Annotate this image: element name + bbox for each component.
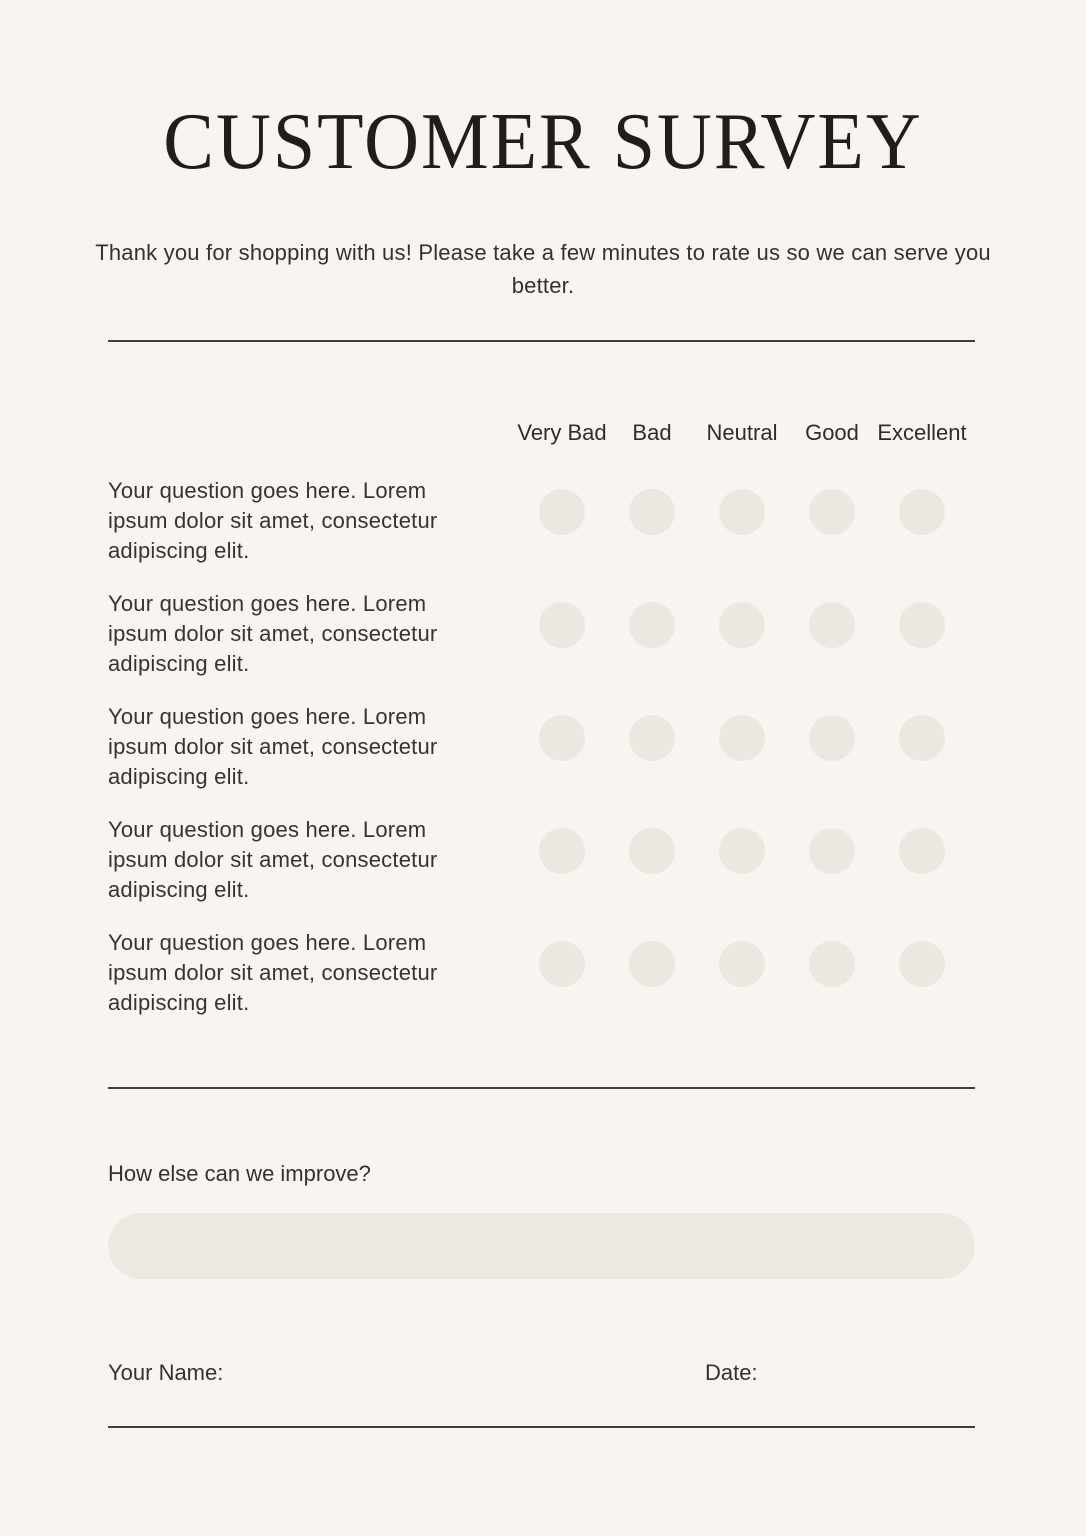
rating-option-cell [517, 702, 607, 792]
rating-option-cell [607, 928, 697, 1018]
scale-spacer [108, 418, 517, 448]
rating-row [108, 589, 975, 679]
rating-dot[interactable] [539, 602, 585, 648]
question-text: Your question goes here. Lorem ipsum dolor sit amet, consectetur adipiscing elit. [108, 930, 438, 1015]
question-text: Your question goes here. Lorem ipsum dolor sit amet, consectetur adipiscing elit. [108, 478, 438, 563]
date-label: Date: [705, 1360, 758, 1385]
rating-option-cell [787, 589, 877, 679]
rating-option-cell [697, 702, 787, 792]
page-subtitle: Thank you for shopping with us! Please take a few minutes to rate us so we can serve you better. [95, 240, 991, 298]
rating-dot[interactable] [539, 941, 585, 987]
rating-option-cell [787, 928, 877, 1018]
rating-rows [108, 476, 975, 1041]
rating-dot[interactable] [899, 489, 945, 535]
rating-option-cell [697, 815, 787, 905]
rating-dot[interactable] [809, 941, 855, 987]
rating-dot[interactable] [719, 941, 765, 987]
rating-dot[interactable] [899, 828, 945, 874]
improve-question-label: How else can we improve? [108, 1161, 371, 1186]
scale-label-excellent: Excellent [877, 420, 967, 445]
rating-option-cell [517, 589, 607, 679]
scale-label-very-bad: Very Bad [517, 420, 607, 445]
rating-option-cell [877, 476, 967, 566]
rating-dot[interactable] [719, 715, 765, 761]
rating-option-cell [697, 928, 787, 1018]
question-text: Your question goes here. Lorem ipsum dolor sit amet, consectetur adipiscing elit. [108, 591, 438, 676]
rating-dot[interactable] [719, 602, 765, 648]
rating-option-cell [877, 702, 967, 792]
rating-option-cell [877, 928, 967, 1018]
rating-option-cell [517, 928, 607, 1018]
rating-option-cell [607, 702, 697, 792]
rating-dot[interactable] [629, 715, 675, 761]
rating-option-cell [697, 589, 787, 679]
rating-dot[interactable] [629, 828, 675, 874]
rating-row [108, 476, 975, 566]
rating-option-cell [517, 815, 607, 905]
divider-top [108, 340, 975, 342]
rating-option-cell [607, 476, 697, 566]
rating-scale-row [108, 418, 967, 448]
rating-option-cell [877, 589, 967, 679]
rating-dot[interactable] [809, 715, 855, 761]
improve-input[interactable] [108, 1213, 975, 1279]
divider-middle [108, 1087, 975, 1089]
question-text: Your question goes here. Lorem ipsum dolor sit amet, consectetur adipiscing elit. [108, 817, 438, 902]
rating-option-cell [517, 476, 607, 566]
rating-row [108, 928, 975, 1018]
name-label: Your Name: [108, 1360, 224, 1385]
rating-dot[interactable] [719, 489, 765, 535]
scale-label-neutral: Neutral [706, 420, 778, 445]
rating-dot[interactable] [629, 489, 675, 535]
rating-option-cell [697, 476, 787, 566]
rating-dot[interactable] [809, 489, 855, 535]
rating-option-cell [877, 815, 967, 905]
rating-dot[interactable] [899, 715, 945, 761]
rating-option-cell [787, 476, 877, 566]
rating-dot[interactable] [809, 828, 855, 874]
rating-row [108, 702, 975, 792]
scale-label-good: Good [805, 420, 859, 445]
page-title: CUSTOMER SURVEY [163, 96, 923, 186]
rating-dot[interactable] [899, 941, 945, 987]
rating-option-cell [787, 815, 877, 905]
rating-dot[interactable] [539, 715, 585, 761]
rating-dot[interactable] [899, 602, 945, 648]
rating-option-cell [607, 589, 697, 679]
scale-label-bad: Bad [632, 420, 672, 445]
divider-bottom [108, 1426, 975, 1428]
rating-option-cell [787, 702, 877, 792]
rating-dot[interactable] [539, 489, 585, 535]
rating-dot[interactable] [719, 828, 765, 874]
rating-dot[interactable] [629, 941, 675, 987]
question-text: Your question goes here. Lorem ipsum dolor sit amet, consectetur adipiscing elit. [108, 704, 438, 789]
rating-option-cell [607, 815, 697, 905]
rating-dot[interactable] [809, 602, 855, 648]
rating-dot[interactable] [539, 828, 585, 874]
rating-dot[interactable] [629, 602, 675, 648]
rating-row [108, 815, 975, 905]
